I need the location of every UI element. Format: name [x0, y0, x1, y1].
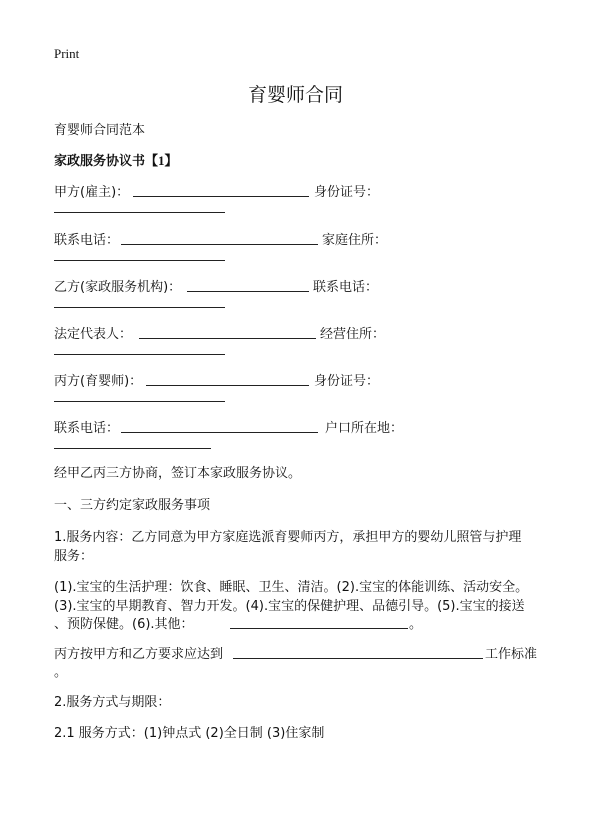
- party-b-blank: [187, 291, 309, 292]
- id-number-label-1: 身份证号：: [314, 185, 380, 200]
- service-items-line-2: (3).宝宝的早期教育、智力开发。(4).宝宝的保健护理、品德引导。(5).宝宝的接送: [54, 599, 525, 614]
- service-items-line-1: (1).宝宝的生活护理：饮食、睡眠、卫生、清洁。(2).宝宝的体能训练、活动安全。: [54, 580, 529, 595]
- work-standard-tail: 。: [54, 665, 68, 680]
- party-a-label: 甲方(雇主)：: [54, 185, 130, 200]
- print-label: Print: [54, 46, 80, 61]
- phone-blank-2: [54, 307, 225, 308]
- id-number-label-2: 身份证号：: [314, 374, 380, 389]
- clause-1-line-1: 1.服务内容：乙方同意为甲方家庭选派育婴师丙方，承担甲方的婴幼儿照管与护理: [54, 530, 522, 545]
- id-number-blank-1: [54, 212, 225, 213]
- work-standard-blank: [233, 658, 483, 659]
- party-c-label: 丙方(育婴师)：: [54, 374, 143, 389]
- home-address-blank: [54, 260, 225, 261]
- business-address-blank: [54, 354, 225, 355]
- service-items-line-3: 、预防保健。(6).其他：: [54, 617, 194, 632]
- household-registry-blank: [54, 448, 211, 449]
- work-standard-suffix: 工作标准: [485, 647, 538, 662]
- phone-label-3: 联系电话：: [54, 421, 120, 436]
- phone-label-2: 联系电话：: [313, 280, 379, 295]
- document-title: 育婴师合同: [248, 84, 344, 106]
- clause-2-heading: 2.服务方式与期限：: [54, 695, 171, 710]
- home-address-label: 家庭住所：: [322, 233, 388, 248]
- id-number-blank-2: [54, 401, 225, 402]
- legal-rep-blank: [139, 338, 316, 339]
- phone-blank-3: [121, 432, 318, 433]
- section-1-heading: 一、三方约定家政服务事项: [54, 498, 211, 513]
- phone-label-1: 联系电话：: [54, 233, 120, 248]
- household-registry-label: 户口所在地：: [325, 421, 404, 436]
- legal-rep-label: 法定代表人：: [54, 327, 133, 342]
- service-items-line-3-end: 。: [409, 617, 423, 632]
- phone-blank-1: [121, 244, 318, 245]
- agreement-intro: 经甲乙丙三方协商，签订本家政服务协议。: [54, 466, 302, 481]
- clause-2-1: 2.1 服务方式：(1)钟点式 (2)全日制 (3)住家制: [54, 726, 325, 741]
- other-items-blank: [230, 628, 408, 629]
- business-address-label: 经营住所：: [320, 327, 386, 342]
- section-heading: 家政服务协议书【1】: [54, 153, 178, 168]
- work-standard-prefix: 丙方按甲方和乙方要求应达到: [54, 647, 224, 662]
- party-b-label: 乙方(家政服务机构)：: [54, 280, 182, 295]
- party-c-blank: [146, 385, 309, 386]
- clause-1-line-2: 服务：: [54, 549, 94, 564]
- party-a-blank: [133, 196, 309, 197]
- document-subtitle: 育婴师合同范本: [54, 123, 146, 138]
